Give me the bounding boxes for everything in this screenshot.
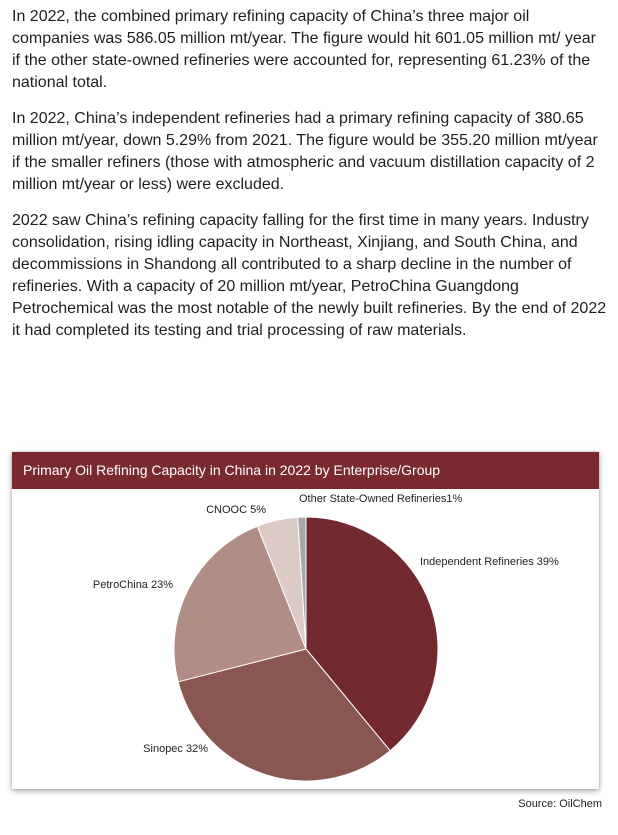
pie-label-cnooc: CNOOC 5% [206, 504, 266, 516]
pie-label-other-state-owned-refineries: Other State-Owned Refineries1% [299, 493, 463, 505]
paragraph-combined-capacity: In 2022, the combined primary refining capacity of China’s three major oil companies was 586.05 million mt/year. The figure would hit 601.05 million mt/ year if the other state-owned refineries were accounted for, representing 61.23% of the national total. [12, 8, 596, 91]
pie-label-independent-refineries: Independent Refineries 39% [420, 556, 559, 568]
chart-title: Primary Oil Refining Capacity in China in 2022 by Enterprise/Group [12, 452, 599, 489]
paragraph-capacity-decline: 2022 saw China’s refining capacity falling for the first time in many years. Industry consolidation, rising idling capacity in Northeast, Xinjiang, and South China, and decommissions in Shandong all contributed to a sharp decline in the number of refineries. With a capacity of 20 million mt/year, PetroChina Guangdong Petrochemical was the most notable of the newly built refineries. By the end of 2022 it had completed its testing and trial processing of raw materials. [12, 212, 607, 339]
paragraph-independent-refineries: In 2022, China’s independent refineries had a primary refining capacity of 380.65 million mt/year, down 5.29% from 2021. The figure would be 355.20 million mt/year if the smaller refiners (those with atmospheric and vacuum distillation capacity of 2 million mt/year or less) were excluded. [12, 110, 598, 193]
pie-slices [174, 517, 438, 781]
pie-chart [12, 489, 599, 789]
pie-label-petrochina: PetroChina 23% [92, 579, 173, 591]
article-body [12, 6, 608, 356]
source-note: Source: OilChem [518, 798, 602, 810]
pie-label-sinopec: Sinopec 32% [143, 743, 208, 755]
chart-card [12, 452, 599, 789]
